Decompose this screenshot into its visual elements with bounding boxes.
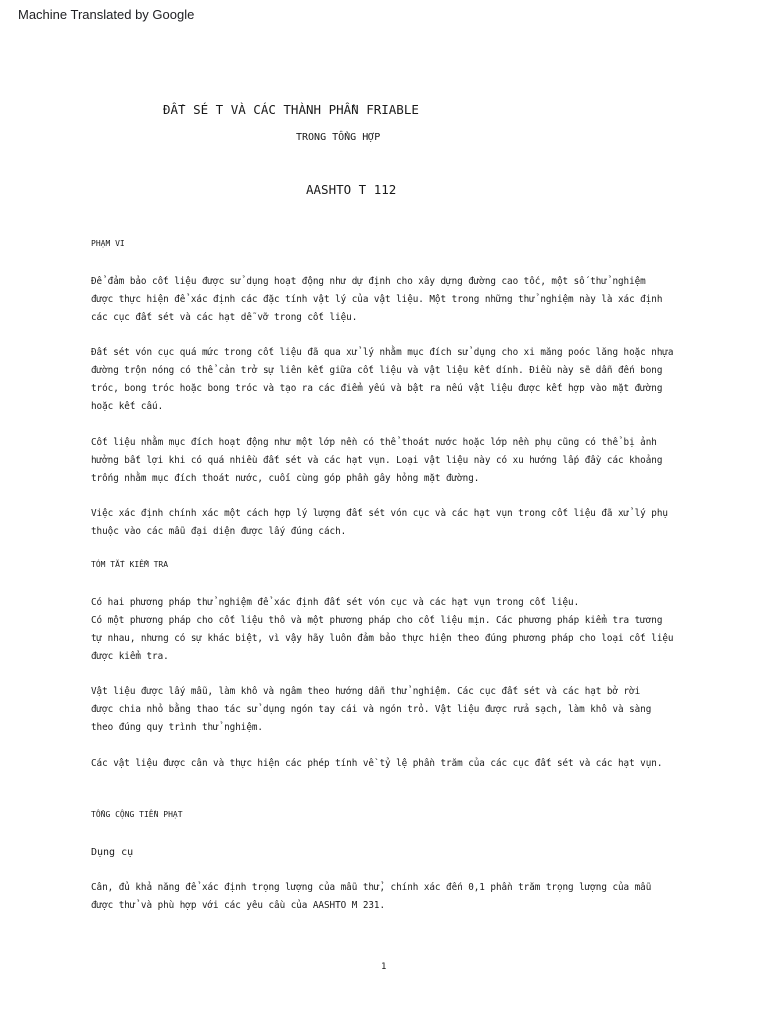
text-line: được thử và phù hợp với các yêu cầu của AASHTO M 231. bbox=[91, 900, 386, 911]
document-subtitle: TRONG TỔNG HỢP bbox=[296, 132, 381, 143]
text-line: Việc xác định chính xác một cách hợp lý lượng đất sét vón cục và các hạt vụn trong cốt liệu đã xử lý phụ bbox=[91, 508, 668, 519]
text-line: Có hai phương pháp thử nghiệm để xác định đất sét vón cục và các hạt vụn trong cốt liệu. bbox=[91, 597, 580, 608]
summary-paragraph-1 bbox=[91, 594, 691, 666]
text-line: được chia nhỏ bằng thao tác sử dụng ngón tay cái và ngón trỏ. Vật liệu được rửa sạch, làm khô và sàng bbox=[91, 704, 652, 715]
apparatus-paragraph-1 bbox=[91, 879, 691, 915]
text-line: được thực hiện để xác định các đặc tính vật lý của vật liệu. Một trong những thử nghiệm này là xác định bbox=[91, 294, 663, 305]
text-line: theo đúng quy trình thử nghiệm. bbox=[91, 722, 263, 733]
page-number: 1 bbox=[381, 962, 387, 972]
text-line: hoặc kết cấu. bbox=[91, 401, 164, 412]
scope-paragraph-3 bbox=[91, 434, 691, 488]
text-line: hưởng bất lợi khi có quá nhiều đất sét và các hạt vụn. Loại vật liệu này có xu hướng lấp đầy các khoảng bbox=[91, 455, 663, 466]
text-line: tróc, bong tróc hoặc bong tróc và tạo ra các điểm yếu và bật ra nếu vật liệu được kết hợp vào mặt đường bbox=[91, 383, 663, 394]
scope-paragraph-4 bbox=[91, 505, 691, 541]
text-line: Cốt liệu nhằm mục đích hoạt động như một lớp nền có thể thoát nước hoặc lớp nền phụ cũng có thể bị ảnh bbox=[91, 437, 657, 448]
summary-paragraph-2 bbox=[91, 683, 691, 737]
text-line: trống nhằm mục đích thoát nước, cuối cùng góp phần gây hỏng mặt đường. bbox=[91, 473, 480, 484]
summary-paragraph-3 bbox=[91, 755, 691, 773]
text-line: Vật liệu được lấy mẫu, làm khô và ngâm theo hướng dẫn thử nghiệm. Các cục đất sét và các hạt bở rời bbox=[91, 686, 641, 697]
text-line: các cục đất sét và các hạt dễ vỡ trong cốt liệu. bbox=[91, 312, 358, 323]
text-line: được kiểm tra. bbox=[91, 651, 169, 662]
text-line: Các vật liệu được cân và thực hiện các phép tính về tỷ lệ phần trăm của các cục đất sét và các hạt vụn. bbox=[91, 758, 663, 769]
text-line: tự nhau, nhưng có sự khác biệt, vì vậy hãy luôn đảm bảo thực hiện theo đúng phương pháp cho loại cốt liệu bbox=[91, 633, 674, 644]
text-line: thuộc vào các mẫu đại diện được lấy đúng cách. bbox=[91, 526, 347, 537]
text-line: Để đảm bảo cốt liệu được sử dụng hoạt động như dự định cho xây dựng đường cao tốc, một số thử nghiệm bbox=[91, 276, 646, 287]
scope-paragraph-2 bbox=[91, 344, 691, 416]
procedure-heading: TỔNG CỘNG TIỀN PHẠT bbox=[91, 810, 183, 819]
standard-code: AASHTO T 112 bbox=[306, 182, 397, 197]
summary-heading: TÓM TẮT KIỂM TRA bbox=[91, 560, 169, 569]
apparatus-heading: Dụng cụ bbox=[91, 847, 134, 858]
scope-paragraph-1 bbox=[91, 273, 691, 327]
machine-translation-banner: Machine Translated by Google bbox=[18, 7, 195, 22]
text-line: Đất sét vón cục quá mức trong cốt liệu đã qua xử lý nhằm mục đích sử dụng cho xi măng poóc lăng hoặc nhựa bbox=[91, 347, 674, 358]
text-line: đường trộn nóng có thể cản trở sự liên kết giữa cốt liệu và vật liệu kết dính. Điều này sẽ dẫn đến bong bbox=[91, 365, 663, 376]
text-line: Cân, đủ khả năng để xác định trọng lượng của mẫu thử, chính xác đến 0,1 phần trăm trọng lượng của mẫu bbox=[91, 882, 652, 893]
text-line: Có một phương pháp cho cốt liệu thô và một phương pháp cho cốt liệu mịn. Các phương pháp kiểm tra tương bbox=[91, 615, 663, 626]
document-title: ĐẤT SÉ T VÀ CÁC THÀNH PHẦN FRIABLE bbox=[163, 102, 419, 117]
scope-heading: PHẠM VI bbox=[91, 239, 125, 248]
